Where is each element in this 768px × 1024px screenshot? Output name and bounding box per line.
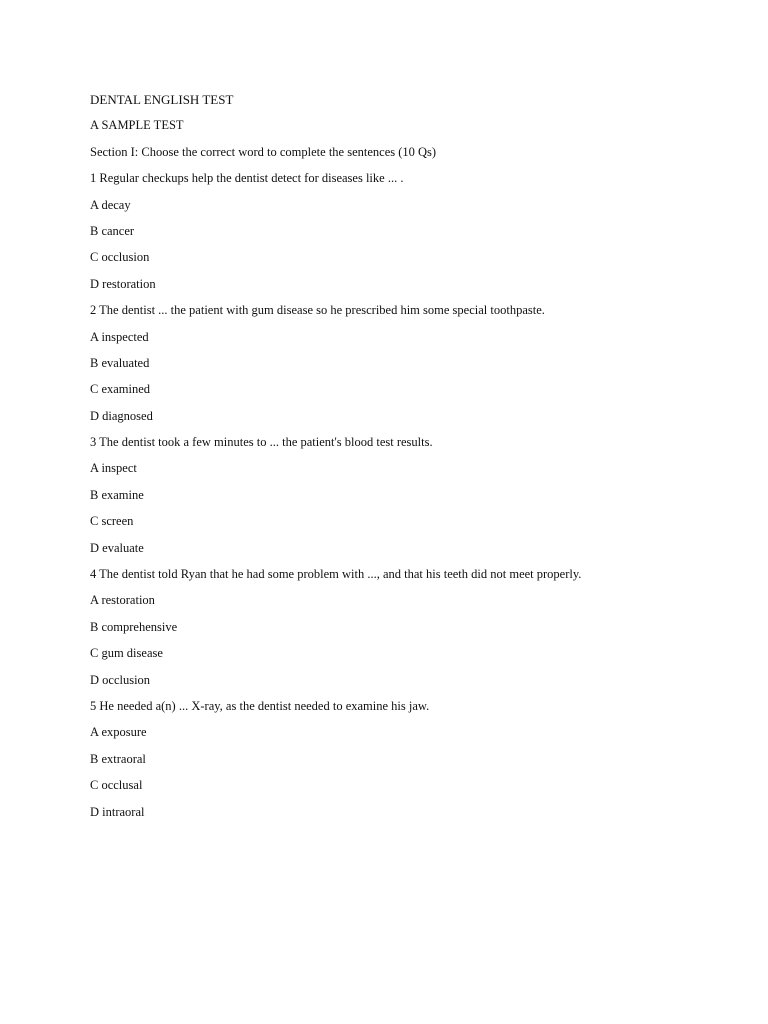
question-2-option-b: B evaluated bbox=[90, 355, 150, 370]
question-2-option-d: D diagnosed bbox=[90, 408, 153, 423]
question-3-option-c: C screen bbox=[90, 514, 134, 529]
question-3-option-b: B examine bbox=[90, 487, 144, 502]
document-subtitle: A SAMPLE TEST bbox=[90, 118, 184, 133]
question-4-option-c: C gum disease bbox=[90, 646, 163, 661]
question-1-option-a: A decay bbox=[90, 197, 131, 212]
document-content bbox=[90, 92, 730, 831]
question-2-stem: 2 The dentist ... the patient with gum disease so he prescribed him some special toothpaste. bbox=[90, 303, 545, 318]
question-4-stem: 4 The dentist told Ryan that he had some problem with ..., and that his teeth did not meet properly. bbox=[90, 567, 582, 582]
document-title: DENTAL ENGLISH TEST bbox=[90, 92, 234, 107]
question-1-stem: 1 Regular checkups help the dentist detect for diseases like ... . bbox=[90, 171, 404, 186]
question-1-option-d: D restoration bbox=[90, 276, 156, 291]
question-2-option-c: C examined bbox=[90, 382, 151, 397]
question-5-option-d: D intraoral bbox=[90, 804, 145, 819]
question-4-option-d: D occlusion bbox=[90, 672, 151, 687]
question-5-stem: 5 He needed a(n) ... X-ray, as the dentist needed to examine his jaw. bbox=[90, 698, 430, 713]
question-2-option-a: A inspected bbox=[90, 329, 149, 344]
question-4-option-b: B comprehensive bbox=[90, 619, 178, 634]
question-3-option-a: A inspect bbox=[90, 461, 137, 476]
question-5-option-c: C occlusal bbox=[90, 778, 143, 793]
section-heading: Section I: Choose the correct word to complete the sentences (10 Qs) bbox=[90, 144, 437, 159]
question-5-option-a: A exposure bbox=[90, 725, 147, 740]
question-3-option-d: D evaluate bbox=[90, 540, 144, 555]
question-1-option-b: B cancer bbox=[90, 223, 135, 238]
question-1-option-c: C occlusion bbox=[90, 250, 150, 265]
question-4-option-a: A restoration bbox=[90, 593, 155, 608]
question-5-option-b: B extraoral bbox=[90, 751, 146, 766]
question-3-stem: 3 The dentist took a few minutes to ... the patient's blood test results. bbox=[90, 435, 433, 450]
